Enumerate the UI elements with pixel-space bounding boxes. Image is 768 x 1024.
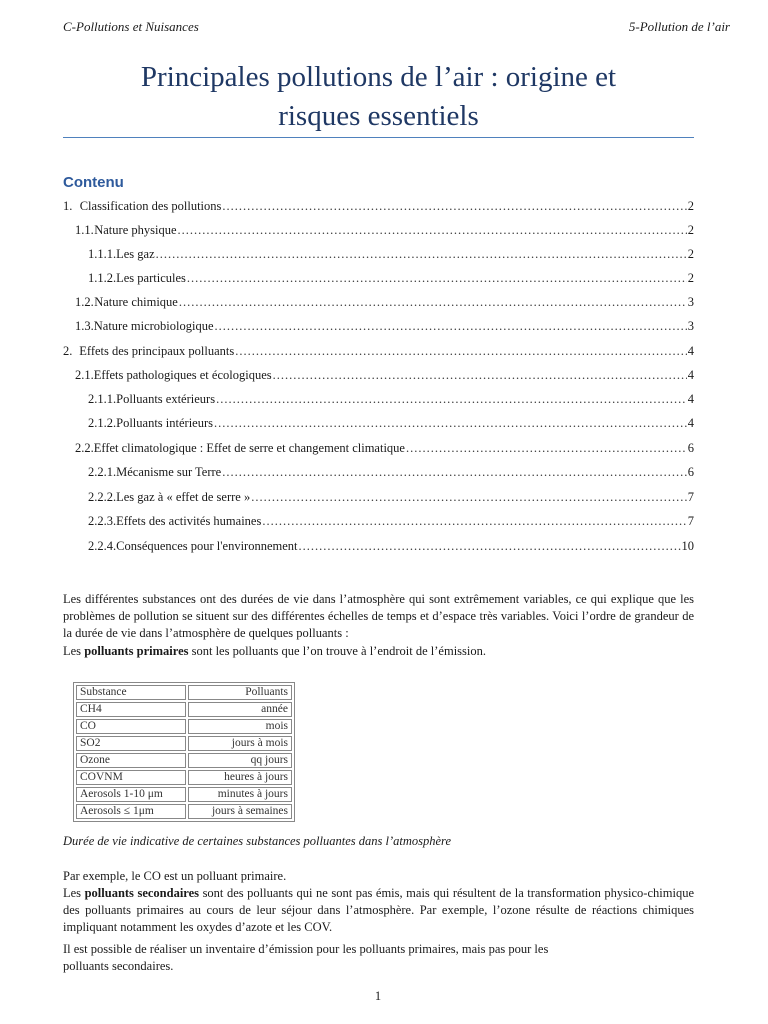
intro-paragraph <box>63 591 694 660</box>
table-header-row <box>76 685 292 700</box>
toc-entry-page: 2 <box>687 223 694 237</box>
document-title <box>63 58 694 136</box>
toc-entry-number: 2.2. <box>75 441 94 455</box>
toc-dot-leader <box>187 269 687 287</box>
inventory-line-2: polluants secondaires. <box>63 959 174 974</box>
substance-cell: Aerosols 1-10 μm <box>76 787 186 802</box>
title-underline <box>63 137 694 138</box>
substance-cell: CO <box>76 719 186 734</box>
toc-entry-page: 4 <box>687 392 694 406</box>
toc-dot-leader <box>262 512 686 530</box>
substance-cell: CH4 <box>76 702 186 717</box>
toc-entry-title: Les gaz à « effet de serre » <box>116 490 251 504</box>
table-row <box>76 702 292 717</box>
toc-dot-leader <box>251 488 687 506</box>
toc-entry[interactable] <box>63 512 694 530</box>
table-header-pollutants: Polluants <box>188 685 292 700</box>
intro-text: Les différentes substances ont des durées de vie dans l’atmosphère qui sont extrêmement variables, ce qui explique que les problèmes de pollution se situent sur des différentes échelles de temps et d’espace très variables. Voici l’ordre de grandeur de la durée de vie dans l’atmosphère de quelques polluants : <box>63 592 694 641</box>
toc-entry-page: 2 <box>687 247 694 261</box>
toc-entry-title: Nature microbiologique <box>93 319 214 333</box>
table-row <box>76 804 292 819</box>
toc-entry-number: 2.1. <box>75 368 94 382</box>
toc-dot-leader <box>215 317 687 335</box>
toc-heading: Contenu <box>63 174 124 191</box>
primary-pollutants-term: polluants primaires <box>84 643 189 658</box>
inventory-paragraph <box>63 941 694 975</box>
table-row <box>76 753 292 768</box>
toc-entry-title: Effets des principaux polluants <box>79 344 235 358</box>
toc-entry-number: 2.1.2. <box>88 416 117 430</box>
toc-entry-number: 2.1.1. <box>88 392 117 406</box>
toc-entry-title: Effets pathologiques et écologiques <box>93 368 272 382</box>
toc-entry[interactable] <box>63 221 694 239</box>
lifetime-cell: qq jours <box>188 753 292 768</box>
page-number: 1 <box>374 989 382 1003</box>
header-right: 5-Pollution de l’air <box>628 19 730 34</box>
toc-dot-leader <box>222 463 687 481</box>
inventory-line-1: Il est possible de réaliser un inventaire d’émission pour les polluants primaires, mais pas pour les <box>63 942 549 956</box>
toc-entry[interactable] <box>63 269 694 287</box>
toc-entry-title: Conséquences pour l'environnement <box>116 539 298 553</box>
toc-entry-number: 1.1.1. <box>88 247 117 261</box>
toc-entry-number: 2.2.4. <box>88 539 117 553</box>
toc-entry-page: 10 <box>681 539 694 553</box>
toc-entry-number: 1.1. <box>75 223 94 237</box>
toc-entry[interactable] <box>63 366 694 384</box>
table-row <box>76 719 292 734</box>
lifetime-cell: année <box>188 702 292 717</box>
lifetime-cell: jours à mois <box>188 736 292 751</box>
lifetime-cell: mois <box>188 719 292 734</box>
toc-entry-page: 6 <box>687 441 694 455</box>
toc-entry-number: 1. <box>63 199 73 213</box>
toc-entry-title: Polluants extérieurs <box>116 392 216 406</box>
lifetime-cell: heures à jours <box>188 770 292 785</box>
secondary-paragraph <box>63 885 694 937</box>
toc-entry-number: 2.2.3. <box>88 514 117 528</box>
toc-dot-leader <box>216 390 687 408</box>
toc-dot-leader <box>178 221 687 239</box>
toc-entry[interactable] <box>63 463 694 481</box>
table-caption: Durée de vie indicative de certaines substances polluantes dans l’atmosphère <box>63 834 451 848</box>
toc-entry[interactable] <box>63 197 694 215</box>
secondary-prefix: Les <box>63 886 85 900</box>
title-line-1: Principales pollutions de l’air : origine et <box>140 61 617 93</box>
toc-entry[interactable] <box>63 293 694 311</box>
toc-entry-title: Effets des activités humaines <box>116 514 262 528</box>
toc-entry-page: 2 <box>687 199 694 213</box>
toc-dot-leader <box>222 197 686 215</box>
substance-cell: Aerosols ≤ 1μm <box>76 804 186 819</box>
toc-entry-page: 4 <box>687 344 694 358</box>
toc-entry-number: 2.2.1. <box>88 465 117 479</box>
toc-dot-leader <box>273 366 687 384</box>
secondary-pollutants-term: polluants secondaires <box>84 886 200 900</box>
toc-dot-leader <box>214 414 687 432</box>
toc-entry-number: 1.2. <box>75 295 94 309</box>
lifetime-table <box>73 682 295 822</box>
toc-entry-page: 4 <box>687 368 694 382</box>
toc-entry[interactable] <box>63 414 694 432</box>
toc-entry-title: Nature chimique <box>94 295 178 309</box>
toc-entry-page: 3 <box>687 319 694 333</box>
table-row <box>76 770 292 785</box>
toc-entry[interactable] <box>63 537 694 555</box>
toc-dot-leader <box>156 245 687 263</box>
toc-entry-number: 2.2.2. <box>88 490 117 504</box>
lifetime-cell: minutes à jours <box>188 787 292 802</box>
toc-entry-number: 1.1.2. <box>88 271 117 285</box>
substance-cell: COVNM <box>76 770 186 785</box>
lifetime-cell: jours à semaines <box>188 804 292 819</box>
toc-entry-title: Les gaz <box>116 247 155 261</box>
toc-entry-title: Polluants intérieurs <box>116 416 213 430</box>
toc-dot-leader <box>179 293 687 311</box>
toc-entry-title: Effet climatologique : Effet de serre et changement climatique <box>93 441 405 455</box>
toc-entry-page: 2 <box>687 271 694 285</box>
toc-dot-leader <box>299 537 681 555</box>
toc-entry[interactable] <box>63 390 694 408</box>
table-row <box>76 787 292 802</box>
toc-entry-page: 7 <box>687 490 694 504</box>
toc-dot-leader <box>406 439 687 457</box>
toc-entry-title: Classification des pollutions <box>79 199 222 213</box>
toc-entry-number: 2. <box>63 344 73 358</box>
table-row <box>76 736 292 751</box>
intro-prefix: Les <box>63 643 85 658</box>
table-body <box>76 702 292 819</box>
toc-entry[interactable] <box>63 245 694 263</box>
toc-entry-title: Nature physique <box>94 223 177 237</box>
toc-entry-page: 6 <box>687 465 694 479</box>
header-left: C-Pollutions et Nuisances <box>63 19 199 34</box>
toc-entry-page: 4 <box>687 416 694 430</box>
title-line-2: risques essentiels <box>278 100 479 132</box>
toc-entry[interactable] <box>63 342 694 360</box>
toc-entry-number: 1.3. <box>75 319 94 333</box>
toc-entry-page: 3 <box>687 295 694 309</box>
substance-cell: SO2 <box>76 736 186 751</box>
toc-dot-leader <box>235 342 687 360</box>
toc-entry[interactable] <box>63 439 694 457</box>
intro-suffix: sont les polluants que l’on trouve à l’endroit de l’émission. <box>188 643 487 658</box>
toc-entry-title: Mécanisme sur Terre <box>116 465 222 479</box>
table-header-substance: Substance <box>76 685 186 700</box>
secondary-suffix: sont des polluants qui ne sont pas émis, mais qui résultent de la transformation physico-chimique des polluants primaires au cours de leur séjour dans l’atmosphère. Par exemple, l’ozone résulte de réactions chimiques impliquant notamment les oxydes d’azote et les COV. <box>63 886 694 935</box>
example-paragraph: Par exemple, le CO est un polluant primaire. <box>63 869 287 883</box>
toc-entry-page: 7 <box>687 514 694 528</box>
substance-cell: Ozone <box>76 753 186 768</box>
toc-entry[interactable] <box>63 488 694 506</box>
toc-entry-title: Les particules <box>116 271 186 285</box>
toc-entry[interactable] <box>63 317 694 335</box>
